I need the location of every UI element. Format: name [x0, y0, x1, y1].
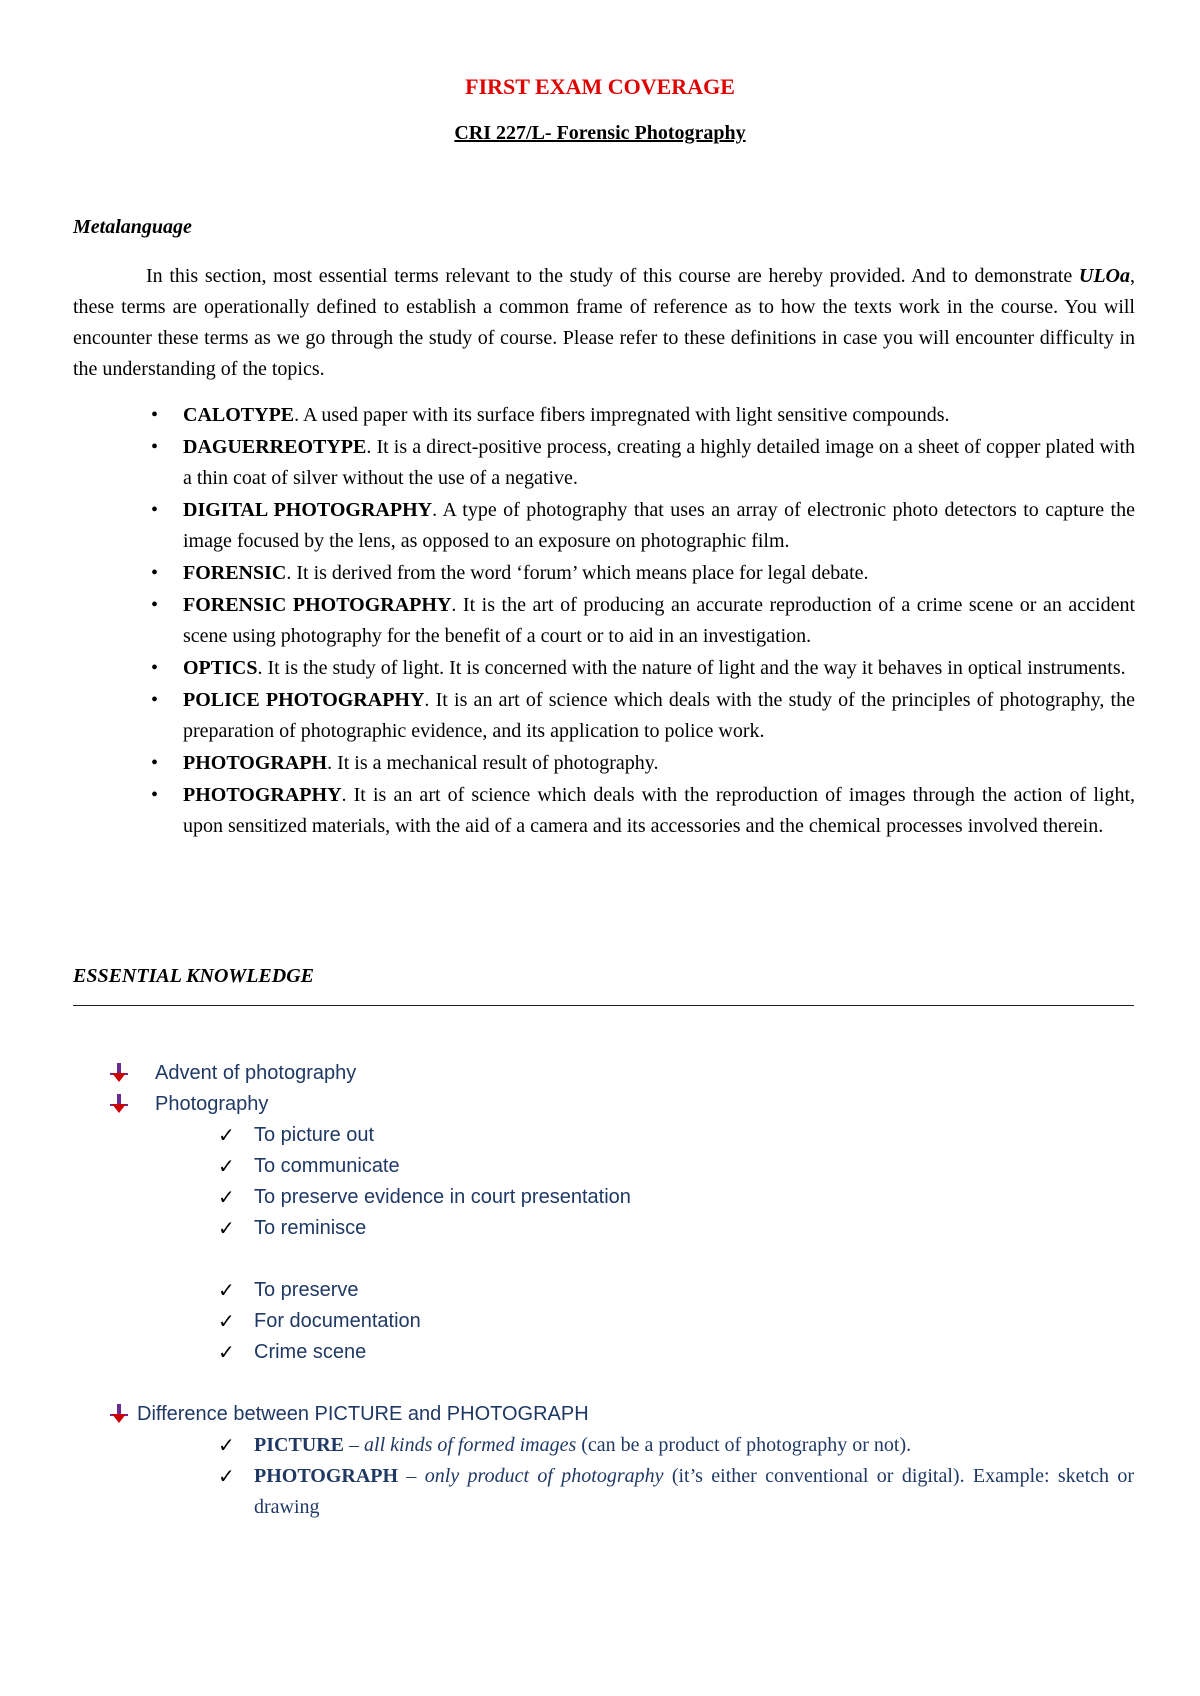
picture-term: PICTURE — [254, 1434, 345, 1456]
photograph-italic-text: only product of photography — [424, 1465, 664, 1487]
photograph-rest-text: (it’s either conventional or digital). Example: sketch or drawing — [254, 1465, 1135, 1518]
checkmark-icon: ✓ — [218, 1123, 235, 1147]
photograph-definition — [254, 1461, 1134, 1523]
check-item: To communicate — [254, 1155, 400, 1177]
topic-advent-of-photography: Advent of photography — [155, 1062, 357, 1084]
bullet-icon: • — [151, 562, 159, 584]
picture-italic-text: all kinds of formed images — [364, 1434, 577, 1456]
bullet-icon: • — [151, 404, 159, 426]
check-item: Crime scene — [254, 1341, 367, 1363]
checkmark-icon: ✓ — [218, 1154, 235, 1178]
term-definition: . It is an art of science which deals with the study of the principles of photography, the preparation of photographic evidence, and its application to police work. — [183, 689, 1135, 742]
picture-rest-text: (can be a product of photography or not). — [576, 1434, 912, 1456]
intro-text-part1: In this section, most essential terms relevant to the study of this course are hereby provided. And to demonstrate — [146, 265, 1079, 287]
term-definition: . A type of photography that uses an array of electronic photo detectors to capture the image focused by the lens, as opposed to an exposure on photographic film. — [183, 499, 1135, 552]
checkmark-icon: ✓ — [218, 1185, 235, 1209]
check-item: To preserve — [254, 1279, 359, 1301]
term-name: FORENSIC PHOTOGRAPHY — [183, 594, 452, 616]
metalanguage-intro — [73, 261, 1135, 385]
down-arrow-icon — [108, 1403, 130, 1425]
check-item: To reminisce — [254, 1217, 367, 1239]
section-divider — [73, 1005, 1134, 1006]
term-item — [0, 558, 1135, 589]
bullet-icon: • — [151, 594, 159, 616]
picture-dash: – — [344, 1434, 365, 1456]
term-item — [0, 780, 1135, 842]
term-name: CALOTYPE — [183, 404, 295, 426]
bullet-icon: • — [151, 499, 159, 521]
essential-knowledge-heading: ESSENTIAL KNOWLEDGE — [73, 965, 314, 987]
bullet-icon: • — [151, 689, 159, 711]
term-name: FORENSIC — [183, 562, 287, 584]
term-definition: . It is derived from the word ‘forum’ which means place for legal debate. — [286, 562, 869, 584]
term-definition: . It is an art of science which deals with the reproduction of images through the action of light, upon sensitized materials, with the aid of a camera and its accessories and the chemical processes involved therein. — [183, 784, 1135, 837]
bullet-icon: • — [151, 752, 159, 774]
check-item: To preserve evidence in court presentation — [254, 1186, 631, 1208]
bullet-icon: • — [151, 657, 159, 679]
term-name: OPTICS — [183, 657, 258, 679]
down-arrow-icon — [108, 1093, 130, 1115]
bullet-icon: • — [151, 436, 159, 458]
checkmark-icon: ✓ — [218, 1216, 235, 1240]
check-item: To picture out — [254, 1124, 375, 1146]
term-item — [0, 400, 1135, 431]
term-item — [0, 432, 1135, 494]
page-title: FIRST EXAM COVERAGE — [465, 74, 735, 99]
intro-emphasis: ULOa — [1078, 265, 1130, 287]
intro-text-part2: , these terms are operationally defined to establish a common frame of reference as to how the texts work in the course. You will encounter these terms as we go through the study of course. Please refer to these definitions in case you will encounter difficulty in the understanding of the topics. — [73, 265, 1135, 380]
term-item — [0, 653, 1135, 684]
term-name: PHOTOGRAPH — [183, 752, 328, 774]
difference-heading: Difference between PICTURE and PHOTOGRAPH — [137, 1403, 589, 1425]
term-item — [0, 685, 1135, 747]
term-name: DAGUERREOTYPE — [183, 436, 367, 458]
checkmark-icon: ✓ — [218, 1309, 235, 1333]
checkmark-icon: ✓ — [218, 1278, 235, 1302]
photograph-dash: – — [398, 1465, 425, 1487]
photograph-term: PHOTOGRAPH — [254, 1465, 399, 1487]
term-definition: . A used paper with its surface fibers impregnated with light sensitive compounds. — [294, 404, 950, 426]
term-item — [0, 748, 1135, 779]
checkmark-icon: ✓ — [218, 1433, 235, 1457]
term-item — [0, 495, 1135, 557]
bullet-icon: • — [151, 784, 159, 806]
checkmark-icon: ✓ — [218, 1340, 235, 1364]
term-item — [0, 590, 1135, 652]
term-name: PHOTOGRAPHY — [183, 784, 342, 806]
term-definition: . It is the art of producing an accurate reproduction of a crime scene or an accident scene using photography for the benefit of a court or to aid in an investigation. — [183, 594, 1136, 647]
term-name: POLICE PHOTOGRAPHY — [183, 689, 425, 711]
metalanguage-heading: Metalanguage — [73, 216, 192, 238]
term-definition: . It is a mechanical result of photography. — [327, 752, 659, 774]
down-arrow-icon — [108, 1062, 130, 1084]
topic-photography: Photography — [155, 1093, 269, 1115]
course-title: CRI 227/L- Forensic Photography — [454, 122, 746, 144]
term-definition: . It is the study of light. It is concerned with the nature of light and the way it behaves in optical instruments. — [257, 657, 1126, 679]
term-name: DIGITAL PHOTOGRAPHY — [183, 499, 433, 521]
checkmark-icon: ✓ — [218, 1464, 235, 1488]
terms-list — [0, 400, 1200, 843]
picture-definition — [254, 1430, 1134, 1461]
term-definition: . It is a direct-positive process, creating a highly detailed image on a sheet of copper plated with a thin coat of silver without the use of a negative. — [183, 436, 1135, 489]
check-item: For documentation — [254, 1310, 421, 1332]
